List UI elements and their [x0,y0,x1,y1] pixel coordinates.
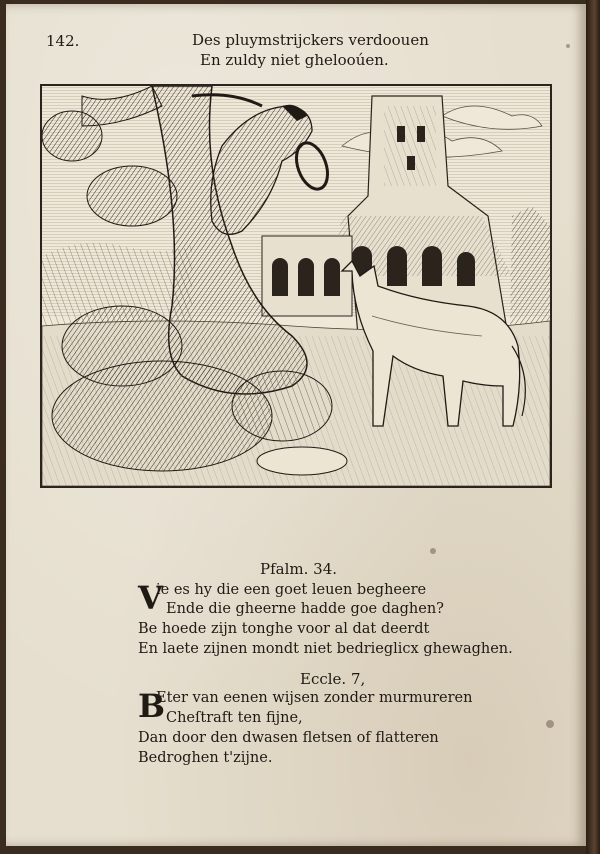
ruin-right [510,206,550,336]
header-line-1: Des pluymstrijckers verdoouen [192,31,429,49]
book-page [6,4,586,846]
ink-spot [566,44,570,48]
ruined-arches [262,236,352,316]
verse-reference: Eccle. 7, [300,670,366,688]
header-line-2: En zuldy niet ghelooúen. [200,51,389,69]
verse-line: Dan door den dwasen fletsen of flatteren [138,730,439,746]
verse-line: Be hoede zijn tonghe voor al dat deerdt [138,621,430,637]
verse-line: Cheſtraft ten fijne, [166,710,303,726]
verse-line: Eter van eenen wijsen zonder murmureren [156,690,473,706]
page-number: 142. [46,32,80,50]
book-spine [586,0,600,854]
verse-reference: Pfalm. 34. [260,560,337,578]
verse-line: ie es hy die een goet leuen begheere [156,582,427,598]
verse-line: Ende die gheerne hadde goe daghen? [166,601,444,617]
page-header [192,30,432,70]
rock [257,447,347,475]
drop-cap: V [138,579,163,617]
drop-cap: B [138,687,166,725]
ink-spot [546,720,554,728]
ink-spot [430,548,436,554]
verse-line: Bedroghen t'zijne. [138,750,273,766]
verse-line: En laete zijnen mondt niet bedrieglicx ghewaghen. [138,641,513,657]
engraving-drawing [42,86,550,486]
engraving-illustration [40,84,552,488]
